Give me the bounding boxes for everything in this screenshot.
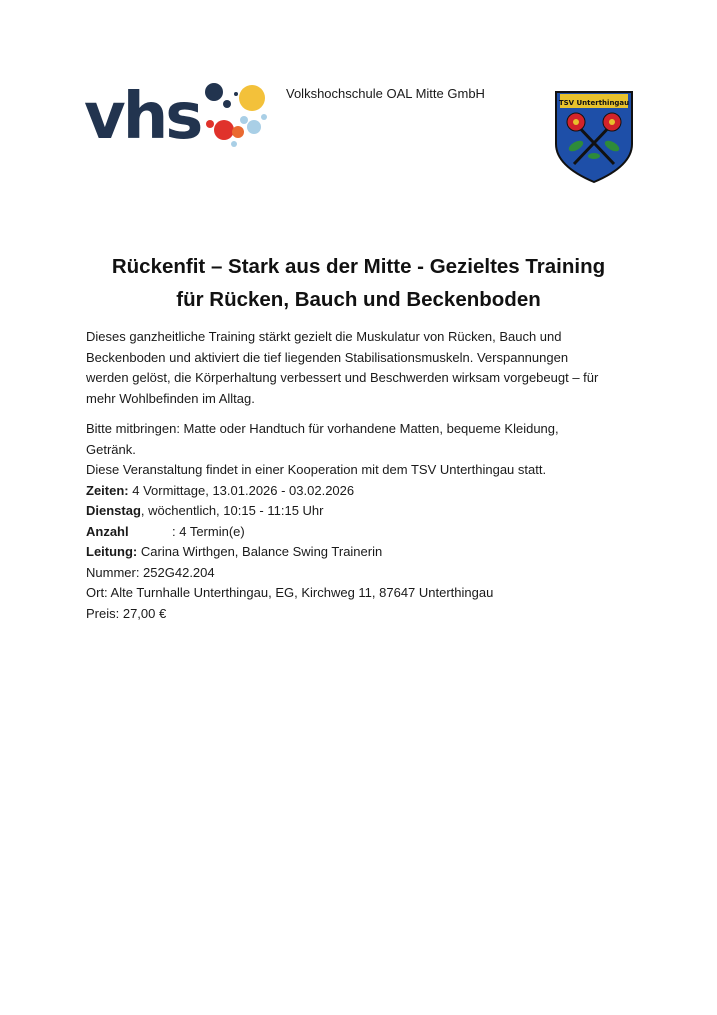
course-location: Ort: Alte Turnhalle Unterthingau, EG, Kirchweg 11, 87647 Unterthingau — [86, 585, 494, 600]
club-crest — [552, 88, 636, 184]
weekday-row — [86, 501, 646, 522]
organization-name: Volkshochschule OAL Mitte GmbH — [286, 86, 485, 101]
bring-along-line-2: Getränk. — [86, 441, 136, 457]
description-line: Beckenboden und aktiviert die tief liegenden Stabilisationsmuskeln. Verspannungen — [86, 349, 569, 365]
course-details — [86, 419, 646, 624]
description-line: werden gelöst, die Körperhaltung verbessert und Beschwerden wirksam vorgebeugt – für — [86, 370, 599, 385]
cooperation-note: Diese Veranstaltung findet in einer Kooperation mit dem TSV Unterthingau statt. — [86, 462, 547, 477]
course-title-line-1: Rückenfit – Stark aus der Mitte - Gezieltes Training — [111, 255, 606, 278]
weekday-value: , wöchentlich, 10:15 - 11:15 Uhr — [140, 503, 324, 518]
sessions-row — [86, 522, 646, 543]
course-description — [86, 327, 646, 409]
anzahl-value: : 4 Termin(e) — [172, 523, 245, 539]
course-price: Preis: 27,00 € — [86, 605, 167, 621]
instructor-row — [86, 542, 646, 563]
course-title — [60, 250, 657, 316]
bring-along-line-1: Bitte mitbringen: Matte oder Handtuch für vorhandene Matten, bequeme Kleidung, — [86, 421, 559, 436]
description-line: mehr Wohlbefinden im Alltag. — [86, 390, 255, 406]
leitung-label: Leitung: — [86, 544, 138, 559]
zeiten-value: 4 Vormittage, 13.01.2026 - 03.02.2026 — [128, 482, 355, 498]
zeiten-label: Zeiten: — [86, 482, 129, 498]
vhs-logo — [84, 82, 268, 152]
schedule-row — [86, 481, 646, 502]
course-number: Nummer: 252G42.204 — [86, 564, 215, 580]
course-title-line-2: für Rücken, Bauch und Beckenboden — [176, 288, 541, 311]
anzahl-label: Anzahl — [86, 523, 129, 539]
leitung-value: Carina Wirthgen, Balance Swing Trainerin — [137, 544, 383, 559]
description-line: Dieses ganzheitliche Training stärkt gezielt die Muskulatur von Rücken, Bauch und — [86, 329, 562, 344]
vhs-logo-text: vhs — [84, 82, 201, 152]
weekday-label: Dienstag — [86, 503, 141, 518]
club-crest-text: TSV Unterthingau — [558, 99, 630, 107]
